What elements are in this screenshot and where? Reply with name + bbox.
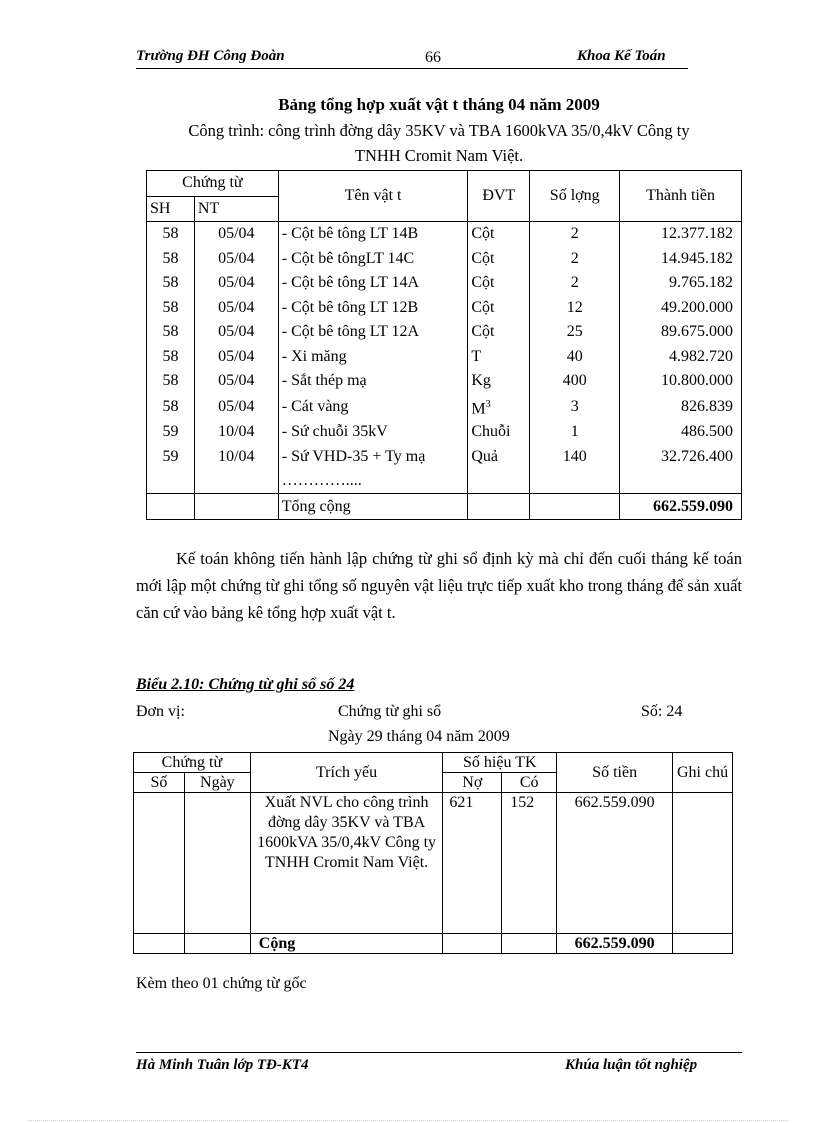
col-no: Nợ: [443, 773, 502, 793]
unit-cell: Cột: [468, 296, 530, 321]
amount-cell: 4.982.720: [620, 345, 742, 370]
col-co: Có: [502, 773, 557, 793]
page-number: 66: [425, 49, 441, 66]
table-row: [147, 369, 742, 394]
table-cell: [443, 934, 502, 954]
amount-cell: 9.765.182: [620, 271, 742, 296]
table-cell: [502, 934, 557, 954]
ellipsis-cell: …………....: [278, 469, 468, 494]
total-label: Cộng: [250, 934, 443, 954]
col-dvt: ĐVT: [468, 171, 530, 222]
col-sh: SH: [147, 196, 195, 222]
table-cell: [673, 934, 733, 954]
unit-cell: Cột: [468, 247, 530, 272]
table-cell: [147, 494, 195, 520]
debit-account: 621: [443, 793, 502, 934]
col-so: Số: [134, 773, 185, 793]
table1-subtitle-line2: TNHH Cromit Nam Việt.: [354, 146, 524, 165]
material-name-cell: - Sứ VHD-35 + Ty mạ: [278, 444, 468, 469]
table-cell: [530, 494, 620, 520]
sh-cell: 58: [147, 345, 195, 370]
table-cell: [468, 469, 530, 494]
table-row: [147, 444, 742, 469]
quantity-cell: 2: [530, 247, 620, 272]
nt-cell: 05/04: [194, 394, 278, 420]
section-heading: Biểu 2.10: Chứng từ ghi sổ số 24: [136, 676, 355, 693]
material-name-cell: - Cột bê tôngLT 14C: [278, 247, 468, 272]
material-name-cell: - Cột bê tông LT 12B: [278, 296, 468, 321]
sh-cell: 59: [147, 420, 195, 445]
material-name-cell: - Cột bê tông LT 14B: [278, 222, 468, 247]
quantity-cell: 400: [530, 369, 620, 394]
material-name-cell: - Cát vàng: [278, 394, 468, 420]
nt-cell: 10/04: [194, 444, 278, 469]
unit-cell: Cột: [468, 222, 530, 247]
material-name-cell: - Sắt thép mạ: [278, 369, 468, 394]
quantity-cell: 1: [530, 420, 620, 445]
col-ten-vat-tu: Tên vật t: [278, 171, 468, 222]
table-cell: [134, 793, 185, 934]
page-edge: [28, 1120, 788, 1121]
unit-cell: Chuỗi: [468, 420, 530, 445]
quantity-cell: 140: [530, 444, 620, 469]
col-so-hieu-tk: Số hiệu TK: [443, 753, 557, 773]
table-cell: [147, 469, 195, 494]
unit-exponent: 3: [485, 398, 491, 410]
trich-yeu-cell: Xuất NVL cho công trình đờng dây 35KV và TBA 1600kVA 35/0,4kV Công ty TNHH Cromit Nam Việt.: [250, 793, 443, 934]
quantity-cell: 25: [530, 320, 620, 345]
header-rule: [136, 68, 688, 69]
doc-number: Số: 24: [641, 703, 683, 720]
total-label: Tổng cộng: [278, 494, 468, 520]
amount-cell: 12.377.182: [620, 222, 742, 247]
sh-cell: 58: [147, 271, 195, 296]
unit-cell: Kg: [468, 369, 530, 394]
footer-rule: [136, 1052, 742, 1053]
body-paragraph: Kế toán không tiến hành lập chứng từ ghi sổ định kỳ mà chỉ đến cuối tháng kế toán mới lập một chứng từ ghi tổng số nguyên vật liệu trực tiếp xuất kho trong tháng để sản xuất căn cứ vào bảng kê tổng hợp xuất vật t.: [136, 549, 742, 622]
col-ngay: Ngày: [184, 773, 250, 793]
header-left: Trường ĐH Công Đoàn: [136, 48, 285, 64]
material-name-cell: - Cột bê tông LT 12A: [278, 320, 468, 345]
col-chung-tu: Chứng từ: [147, 171, 279, 197]
doc-date: Ngày 29 tháng 04 năm 2009: [328, 728, 510, 745]
table-cell: [194, 494, 278, 520]
amount-cell: 89.675.000: [620, 320, 742, 345]
sh-cell: 58: [147, 320, 195, 345]
col-chung-tu: Chứng từ: [134, 753, 251, 773]
table-cell: [184, 793, 250, 934]
table-row: [147, 345, 742, 370]
table-row: [147, 296, 742, 321]
nt-cell: 05/04: [194, 222, 278, 247]
doc-title: Chứng từ ghi sổ: [338, 703, 442, 720]
table-row: [147, 271, 742, 296]
unit-cell: Cột: [468, 320, 530, 345]
table-cell: [194, 469, 278, 494]
table-row: [147, 247, 742, 272]
table-row: [147, 320, 742, 345]
nt-cell: 05/04: [194, 369, 278, 394]
table1-title: Bảng tổng hợp xuất vật t tháng 04 năm 2009: [278, 95, 600, 114]
table-row: [147, 222, 742, 247]
footer-right: Khúa luận tốt nghiệp: [565, 1057, 698, 1073]
unit-cell: Cột: [468, 271, 530, 296]
sh-cell: 59: [147, 444, 195, 469]
amount-cell: 826.839: [620, 394, 742, 420]
nt-cell: 05/04: [194, 296, 278, 321]
sh-cell: 58: [147, 247, 195, 272]
unit-cell: T: [468, 345, 530, 370]
sh-cell: 58: [147, 222, 195, 247]
col-trich-yeu: Trích yếu: [250, 753, 443, 793]
material-summary-table: [146, 170, 742, 520]
material-name-cell: - Xi măng: [278, 345, 468, 370]
amount-cell: 662.559.090: [557, 793, 673, 934]
sh-cell: 58: [147, 369, 195, 394]
amount-cell: 10.800.000: [620, 369, 742, 394]
table-row: [147, 420, 742, 445]
sh-cell: 58: [147, 394, 195, 420]
nt-cell: 05/04: [194, 320, 278, 345]
col-ghi-chu: Ghi chú: [673, 753, 733, 793]
total-amount: 662.559.090: [620, 494, 742, 520]
attachment-note: Kèm theo 01 chứng từ gốc: [136, 975, 307, 992]
amount-cell: 486.500: [620, 420, 742, 445]
unit-cell: Quả: [468, 444, 530, 469]
table-cell: [134, 934, 185, 954]
unit-text: M: [471, 399, 486, 417]
table1-subtitle-line1: Công trình: công trình đờng dây 35KV và TBA 1600kVA 35/0,4kV Công ty: [188, 121, 690, 140]
table-row: [147, 394, 742, 420]
table-cell: [530, 469, 620, 494]
material-name-cell: - Cột bê tông LT 14A: [278, 271, 468, 296]
quantity-cell: 3: [530, 394, 620, 420]
voucher-table: [133, 752, 733, 954]
unit-cell: [468, 394, 530, 420]
don-vi-label: Đơn vị:: [136, 703, 185, 720]
material-name-cell: - Sứ chuỗi 35kV: [278, 420, 468, 445]
quantity-cell: 12: [530, 296, 620, 321]
amount-cell: 49.200.000: [620, 296, 742, 321]
header-right: Khoa Kế Toán: [577, 48, 666, 64]
quantity-cell: 2: [530, 222, 620, 247]
nt-cell: 05/04: [194, 271, 278, 296]
col-so-luong: Số lợng: [530, 171, 620, 222]
amount-cell: 14.945.182: [620, 247, 742, 272]
total-amount: 662.559.090: [557, 934, 673, 954]
footer-left: Hà Minh Tuân lớp TĐ-KT4: [136, 1057, 309, 1073]
col-thanh-tien: Thành tiền: [620, 171, 742, 222]
sh-cell: 58: [147, 296, 195, 321]
nt-cell: 05/04: [194, 345, 278, 370]
table-cell: [184, 934, 250, 954]
table-cell: [673, 793, 733, 934]
col-nt: NT: [194, 196, 278, 222]
col-so-tien: Số tiền: [557, 753, 673, 793]
table-cell: [620, 469, 742, 494]
credit-account: 152: [502, 793, 557, 934]
quantity-cell: 40: [530, 345, 620, 370]
quantity-cell: 2: [530, 271, 620, 296]
amount-cell: 32.726.400: [620, 444, 742, 469]
nt-cell: 05/04: [194, 247, 278, 272]
table-cell: [468, 494, 530, 520]
nt-cell: 10/04: [194, 420, 278, 445]
